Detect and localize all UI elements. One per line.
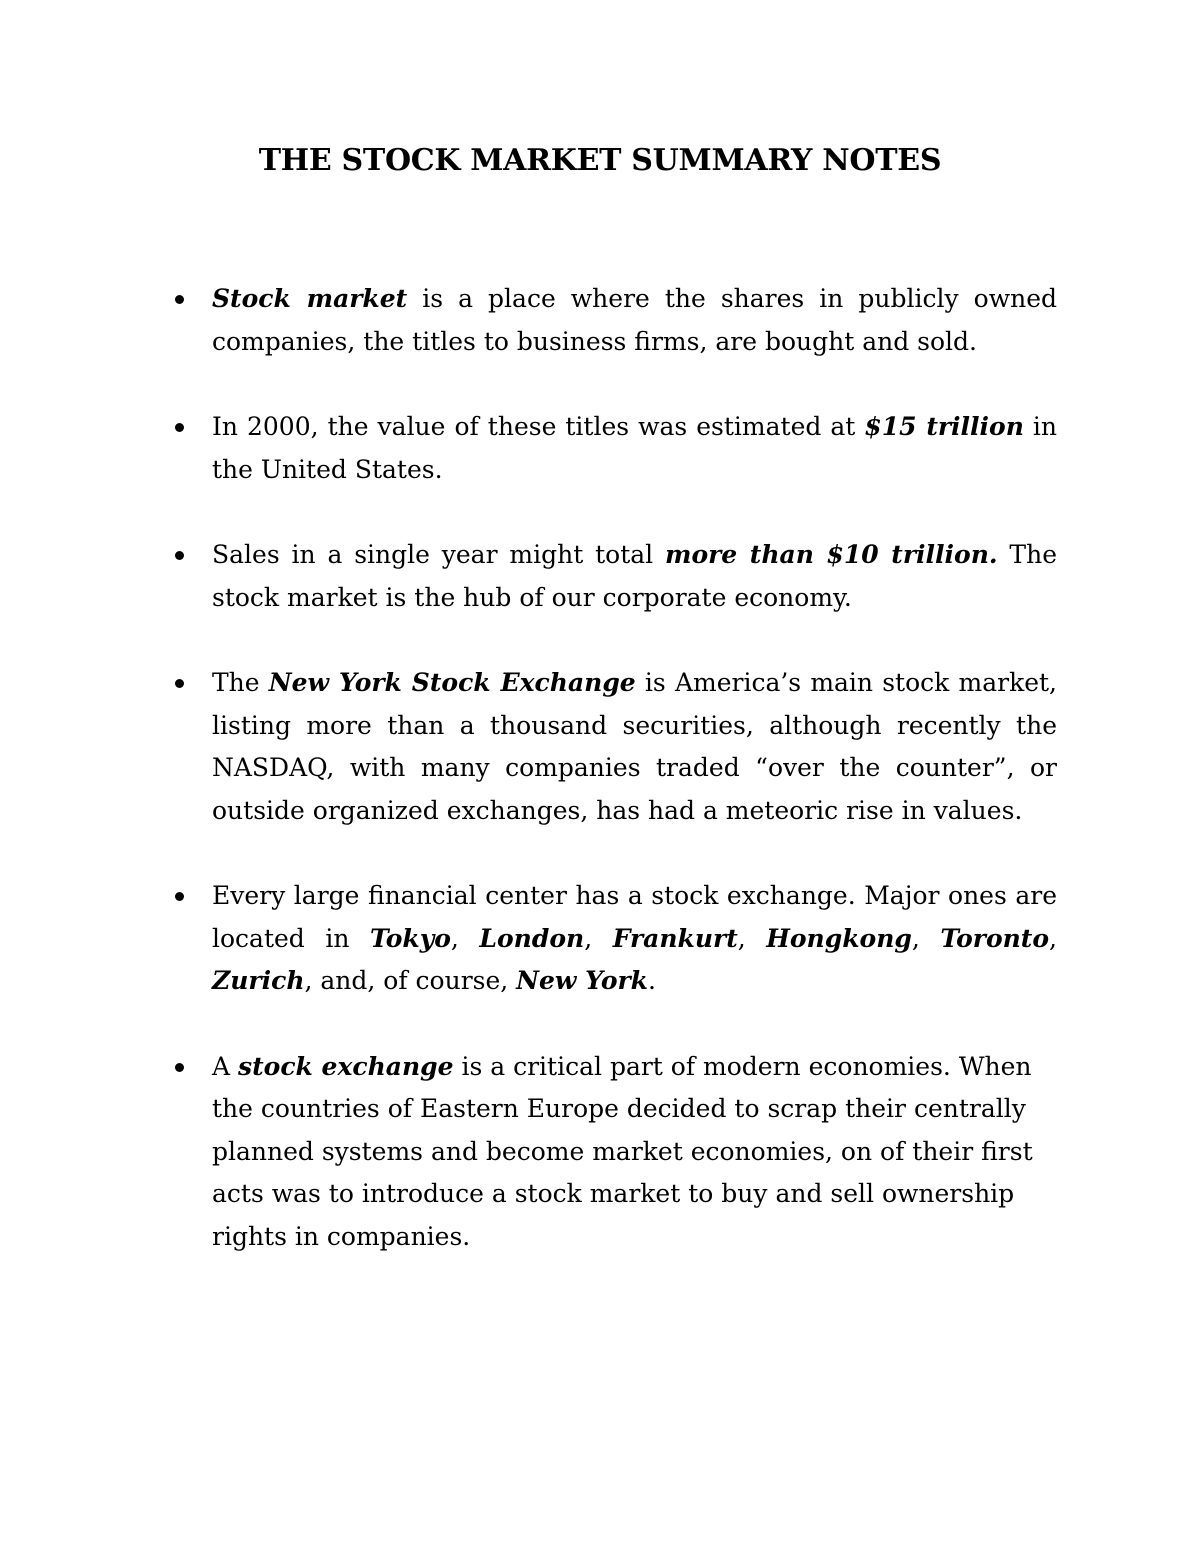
list-item <box>212 534 1057 619</box>
emphasis-text: more than $10 trillion. <box>665 540 998 569</box>
list-item <box>212 662 1057 832</box>
body-text: , <box>911 923 941 953</box>
list-item <box>212 406 1057 491</box>
emphasis-text: Tokyo <box>369 923 451 953</box>
emphasis-text: Toronto <box>940 923 1050 953</box>
emphasis-text: New York <box>516 966 648 995</box>
bullet-icon <box>175 892 184 901</box>
body-text: The <box>212 668 269 697</box>
bullet-icon <box>175 679 184 688</box>
body-text: The stock market is the hub of our corporate economy. <box>212 540 1057 612</box>
body-text: is a critical part of modern economies. When the countries of Eastern Europe decided to scrap their centrally planned systems and become market economies, on of their first acts was to introduce a stock market to buy and sell ownership rights in companies. <box>212 1051 1033 1251</box>
body-text: A <box>212 1051 239 1081</box>
body-text: is a place where the shares in publicly owned companies, the titles to business firms, are bought and sold. <box>212 284 1058 356</box>
bullet-icon <box>175 551 184 560</box>
page-title: THE STOCK MARKET SUMMARY NOTES <box>258 143 942 178</box>
emphasis-text: New York Stock Exchange <box>268 668 636 697</box>
emphasis-text: London <box>479 923 585 953</box>
bullet-icon <box>175 423 184 432</box>
body-text: , <box>1049 923 1057 953</box>
body-text: , and, of course, <box>304 966 517 995</box>
body-text: . <box>648 966 656 995</box>
body-text: In 2000, the value of these titles was estimated at <box>212 412 865 441</box>
bullet-icon <box>175 295 184 304</box>
body-text: , <box>737 923 767 953</box>
body-text: , <box>450 923 480 953</box>
emphasis-text: Stock market <box>212 284 408 313</box>
emphasis-text: Zurich <box>212 966 305 995</box>
body-text: in the United States. <box>212 412 1058 484</box>
bullet-icon <box>175 1063 184 1072</box>
emphasis-text: stock exchange <box>238 1051 454 1081</box>
body-text: Every large financial center has a stock exchange. Major ones are located in <box>212 881 1057 953</box>
list-item <box>212 1046 1057 1259</box>
body-text: Sales in a single year might total <box>212 540 665 569</box>
emphasis-text: Hongkong <box>766 923 912 953</box>
summary-notes-list <box>212 278 1057 1301</box>
body-text: is America’s main stock market, listing more than a thousand securities, although recently the NASDAQ, with many companies traded “over the counter”, or outside organized exchanges, has had a meteoric rise in values. <box>212 668 1058 825</box>
list-item <box>212 875 1057 1003</box>
list-item <box>212 278 1057 363</box>
emphasis-text: $15 trillion <box>864 412 1024 441</box>
body-text: , <box>584 923 613 953</box>
emphasis-text: Frankurt <box>612 923 738 953</box>
